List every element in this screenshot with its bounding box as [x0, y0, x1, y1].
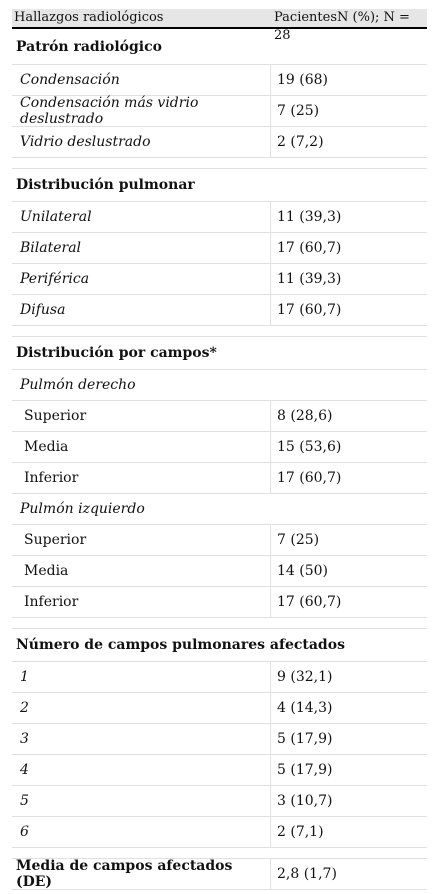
row-label: Unilateral — [20, 209, 92, 225]
row-value: 2,8 (1,7) — [270, 859, 427, 889]
row-value: 11 (39,3) — [270, 202, 427, 232]
row-label: Condensación — [20, 72, 120, 88]
row-value: 17 (60,7) — [270, 587, 427, 617]
subsection-label: Pulmón derecho — [20, 377, 136, 393]
table-row — [12, 233, 427, 264]
row-label: Inferior — [24, 594, 79, 610]
row-label: Superior — [24, 408, 87, 424]
section-numero — [12, 629, 427, 662]
header-patients: PacientesN (%); N = 28 — [274, 10, 410, 43]
row-value: 8 (28,6) — [270, 401, 427, 431]
row-label: 4 — [20, 762, 29, 778]
section-title: Distribución por campos* — [16, 345, 217, 361]
row-label: Media — [24, 563, 69, 579]
row-value: 9 (32,1) — [270, 662, 427, 692]
row-value: 11 (39,3) — [270, 264, 427, 294]
section-title: Patrón radiológico — [16, 38, 162, 55]
row-value: 3 (10,7) — [270, 786, 427, 816]
table-row — [12, 65, 427, 96]
section-campos — [12, 337, 427, 370]
subsection-pulmon-derecho — [12, 370, 427, 401]
row-value: 17 (60,7) — [270, 463, 427, 493]
row-value: 7 (25) — [270, 525, 427, 555]
row-value: 4 (14,3) — [270, 693, 427, 723]
row-label: 1 — [20, 669, 29, 685]
radiology-findings-table — [12, 9, 427, 890]
table-row — [12, 127, 427, 158]
row-label: 6 — [20, 824, 29, 840]
table-row-media — [12, 859, 427, 890]
table-row — [12, 662, 427, 693]
header-findings: Hallazgos radiológicos — [14, 10, 164, 25]
row-label: Difusa — [20, 302, 66, 318]
section-title: Distribución pulmonar — [16, 177, 195, 193]
row-value: 17 (60,7) — [270, 295, 427, 325]
row-label: Periférica — [20, 271, 90, 287]
table-row — [12, 786, 427, 817]
row-label: Condensación más vidrio deslustrado — [20, 95, 199, 127]
row-value: 14 (50) — [270, 556, 427, 586]
row-label: Media — [24, 439, 69, 455]
section-patron — [12, 29, 427, 65]
section-spacer — [12, 158, 427, 169]
row-label: Media de campos afectados (DE) — [16, 858, 233, 890]
subsection-pulmon-izquierdo — [12, 494, 427, 525]
row-value: 2 (7,2) — [270, 127, 427, 157]
row-label: 5 — [20, 793, 29, 809]
row-value: 5 (17,9) — [270, 755, 427, 785]
table-row — [12, 432, 427, 463]
table-row — [12, 401, 427, 432]
row-label: 3 — [20, 731, 29, 747]
row-value: 15 (53,6) — [270, 432, 427, 462]
table-row — [12, 96, 427, 127]
subsection-label: Pulmón izquierdo — [20, 501, 145, 517]
row-label: Vidrio deslustrado — [20, 134, 151, 150]
row-value: 19 (68) — [270, 65, 427, 95]
row-label: Inferior — [24, 470, 79, 486]
table-row — [12, 295, 427, 326]
table-row — [12, 264, 427, 295]
row-label: Superior — [24, 532, 87, 548]
section-distribucion — [12, 169, 427, 202]
table-row — [12, 202, 427, 233]
table-row — [12, 463, 427, 494]
section-spacer — [12, 618, 427, 629]
row-value: 2 (7,1) — [270, 817, 427, 847]
section-spacer — [12, 326, 427, 337]
row-value: 5 (17,9) — [270, 724, 427, 754]
row-label: 2 — [20, 700, 29, 716]
table-row — [12, 693, 427, 724]
row-label: Bilateral — [20, 240, 82, 256]
row-value: 17 (60,7) — [270, 233, 427, 263]
table-row — [12, 755, 427, 786]
section-title: Número de campos pulmonares afectados — [16, 637, 345, 653]
table-row — [12, 556, 427, 587]
table-row — [12, 587, 427, 618]
table-header — [12, 9, 427, 43]
row-value: 7 (25) — [270, 96, 427, 126]
table-row — [12, 724, 427, 755]
table-row — [12, 817, 427, 848]
table-row — [12, 525, 427, 556]
